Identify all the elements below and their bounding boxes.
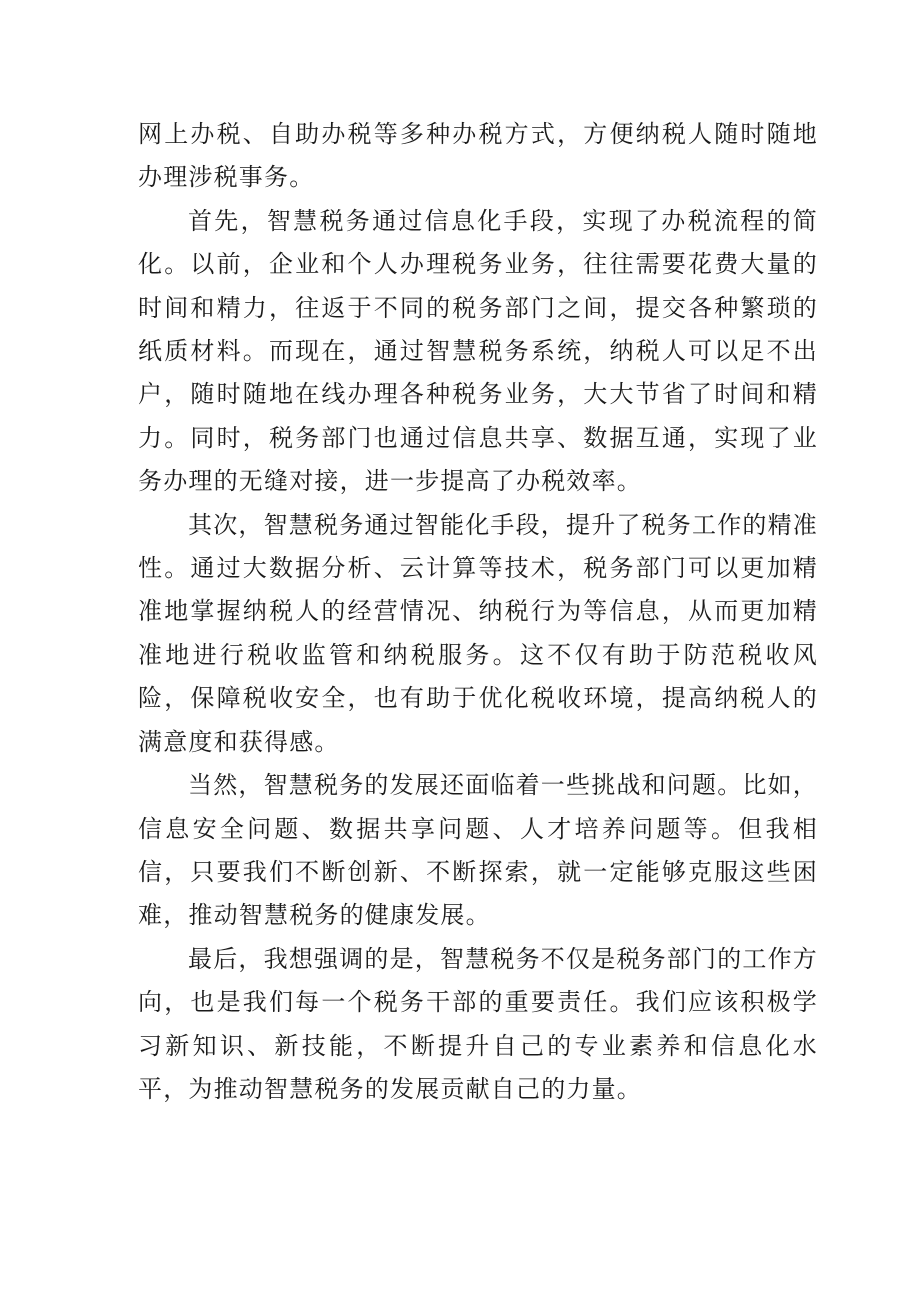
paragraph-continuation: 网上办税、自助办税等多种办税方式，方便纳税人随时随地办理涉税事务。 xyxy=(138,120,818,192)
paragraph-first-point: 首先，智慧税务通过信息化手段，实现了办税流程的简化。以前，企业和个人办理税务业务，往往需要花费大量的时间和精力，往返于不同的税务部门之间，提交各种繁琐的纸质材料。而现在，通过智慧税务系统，纳税人可以足不出户，随时随地在线办理各种税务业务，大大节省了时间和精力。同时，税务部门也通过信息共享、数据互通，实现了业务办理的无缝对接，进一步提高了办税效率。 xyxy=(138,206,818,496)
paragraph-second-point: 其次，智慧税务通过智能化手段，提升了税务工作的精准性。通过大数据分析、云计算等技术，税务部门可以更加精准地掌握纳税人的经营情况、纳税行为等信息，从而更加精准地进行税收监管和纳税服务。这不仅有助于防范税收风险，保障税收安全，也有助于优化税收环境，提高纳税人的满意度和获得感。 xyxy=(138,510,818,756)
paragraph-challenges: 当然，智慧税务的发展还面临着一些挑战和问题。比如，信息安全问题、数据共享问题、人才培养问题等。但我相信，只要我们不断创新、不断探索，就一定能够克服这些困难，推动智慧税务的健康发展。 xyxy=(138,771,818,930)
document-body xyxy=(138,113,818,1111)
paragraph-conclusion: 最后，我想强调的是，智慧税务不仅是税务部门的工作方向，也是我们每一个税务干部的重要责任。我们应该积极学习新知识、新技能，不断提升自己的专业素养和信息化水平，为推动智慧税务的发展贡献自己的力量。 xyxy=(138,944,818,1103)
